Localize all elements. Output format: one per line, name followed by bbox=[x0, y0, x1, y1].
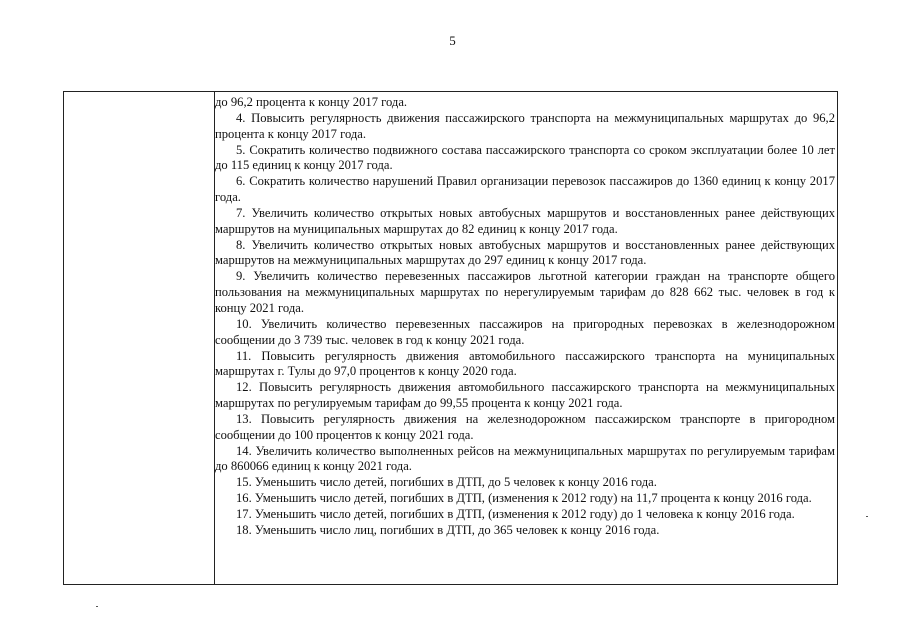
paragraph-item-16: 16. Уменьшить число детей, погибших в ДТП, (изменения к 2012 году) на 11,7 процента к концу 2016 года. bbox=[236, 491, 812, 506]
paragraph-item-7: 7. Увеличить количество открытых новых автобусных маршрутов и восстановленных ранее действующих маршрутов на муниципальных маршрутах до 82 единиц к концу 2017 года. bbox=[215, 205, 835, 236]
document-table bbox=[63, 91, 838, 585]
paragraph-item-17: 17. Уменьшить число детей, погибших в ДТП, (изменения к 2012 году) до 1 человека к концу 2016 года. bbox=[236, 506, 795, 521]
paragraph-item-14: 14. Увеличить количество выполненных рейсов на межмуниципальных маршрутах по регулируемым тарифам до 860066 единиц к концу 2021 года. bbox=[215, 443, 835, 474]
paragraph-item-18: 18. Уменьшить число лиц, погибших в ДТП, до 365 человек к концу 2016 года. bbox=[236, 522, 660, 537]
page-number: 5 bbox=[449, 33, 456, 48]
scan-artifact bbox=[866, 516, 868, 517]
table-right-column bbox=[215, 95, 835, 539]
paragraph-item-8: 8. Увеличить количество открытых новых автобусных маршрутов и восстановленных ранее действующих маршрутов на межмуниципальных маршрутах до 297 единиц к концу 2017 года. bbox=[215, 237, 835, 268]
paragraph-item-5: 5. Сократить количество подвижного состава пассажирского транспорта со сроком эксплуатации более 10 лет до 115 единиц к концу 2017 года. bbox=[215, 142, 835, 173]
paragraph-item-4: 4. Повысить регулярность движения пассажирского транспорта на межмуниципальных маршрутах до 96,2 процента к концу 2017 года. bbox=[215, 110, 835, 141]
paragraph-continuation: до 96,2 процента к концу 2017 года. bbox=[215, 95, 408, 109]
paragraph-item-15: 15. Уменьшить число детей, погибших в ДТП, до 5 человек к концу 2016 года. bbox=[236, 475, 657, 490]
table-left-column bbox=[64, 92, 215, 584]
paragraph-item-12: 12. Повысить регулярность движения автомобильного пассажирского транспорта на межмуниципальных маршрутах по регулируемым тарифам до 99,55 процента к концу 2021 года. bbox=[215, 380, 835, 411]
paragraph-item-11: 11. Повысить регулярность движения автомобильного пассажирского транспорта на муниципальных маршрутах г. Тулы до 97,0 процентов к концу 2020 года. bbox=[215, 348, 835, 379]
paragraph-item-9: 9. Увеличить количество перевезенных пассажиров льготной категории граждан на транспорте общего пользования на межмуниципальных маршрутах по нерегулируемым тарифам до 828 662 тыс. человек в год к концу 2021 года. bbox=[215, 269, 835, 315]
paragraph-item-10: 10. Увеличить количество перевезенных пассажиров на пригородных перевозках в железнодорожном сообщении до 3 739 тыс. человек в год к концу 2021 года. bbox=[215, 316, 835, 347]
paragraph-item-6: 6. Сократить количество нарушений Правил организации перевозок пассажиров до 1360 единиц к концу 2017 года. bbox=[215, 174, 835, 205]
scan-artifact bbox=[96, 606, 98, 607]
paragraph-item-13: 13. Повысить регулярность движения на железнодорожном пассажирском транспорте в пригородном сообщении до 100 процентов к концу 2021 года. bbox=[215, 411, 835, 442]
